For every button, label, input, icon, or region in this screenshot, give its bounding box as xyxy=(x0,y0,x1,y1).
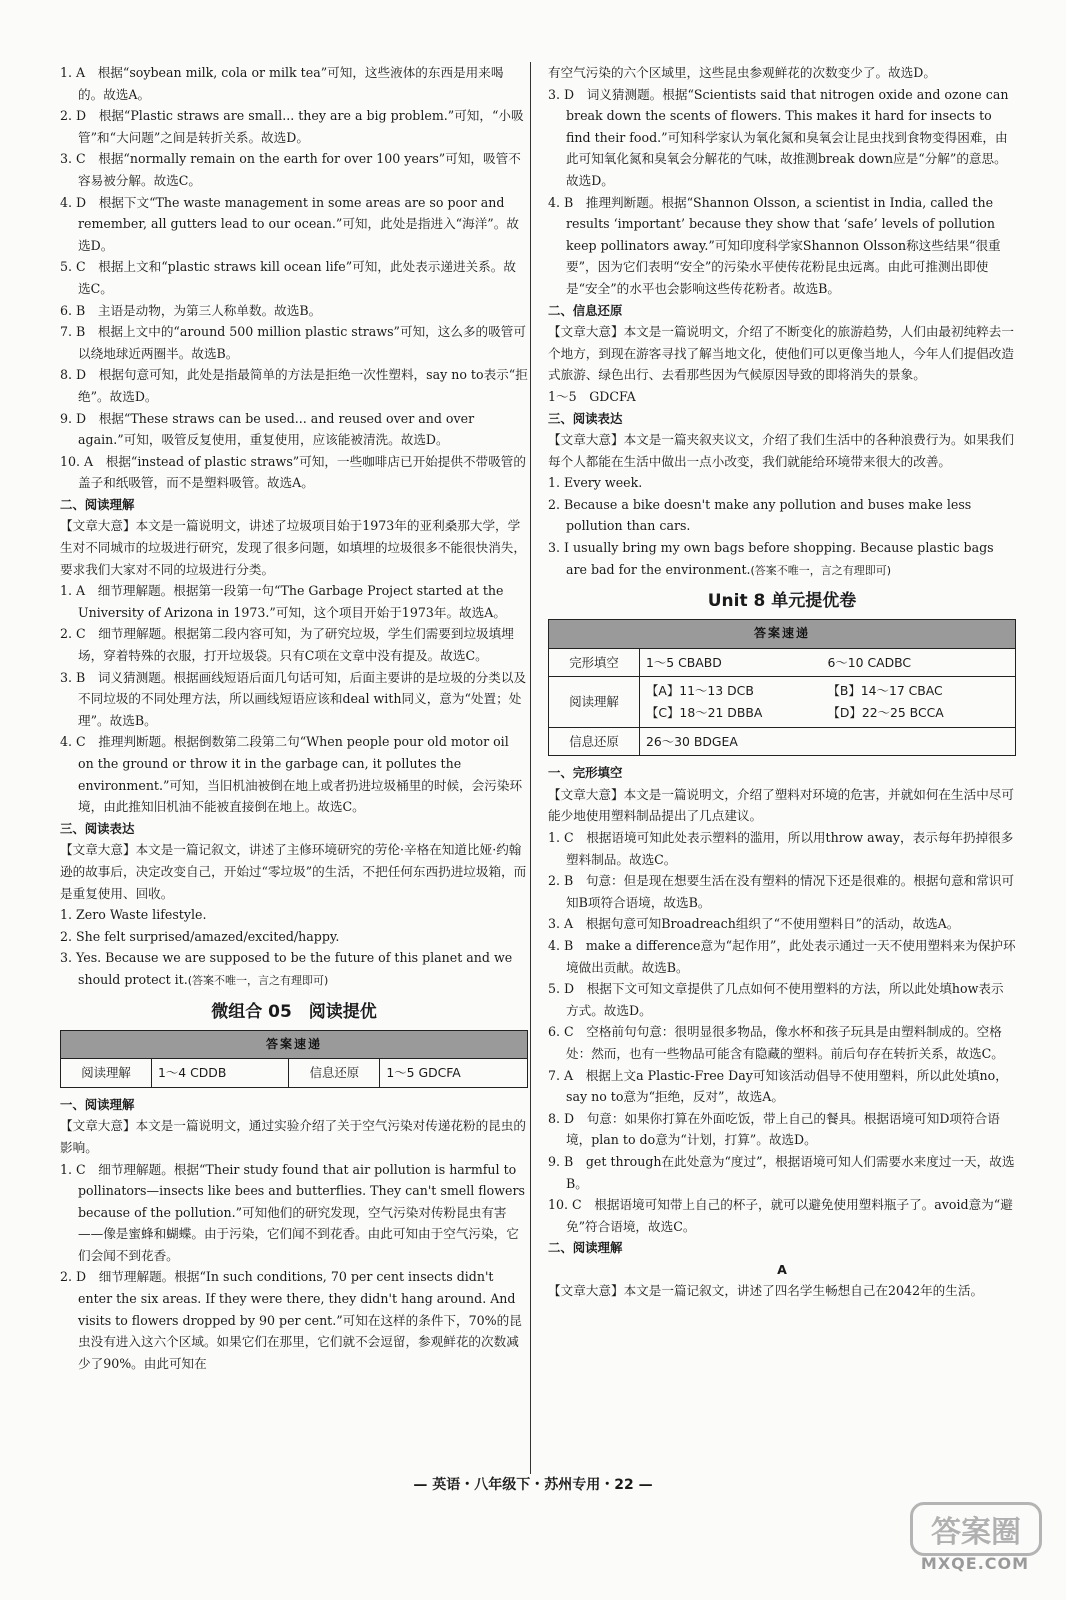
answer-table xyxy=(60,1030,528,1088)
watermark-site: MXQE.COM xyxy=(920,1554,1030,1573)
answer-line: 1～5 GDCFA xyxy=(548,388,636,404)
explanation-item: 4. C 推理判断题。根据倒数第二段第二句“When people pour old motor oil on the ground or throw it in the garbage can, it pollutes the environment.”可知，当旧机油被倒在地上或者扔进垃圾桶里的时候，会污染环境，由此推知旧机油不能被直接倒在地上。故选C。 xyxy=(60,734,523,815)
answer-table xyxy=(548,619,1016,756)
section-heading: 三、阅读表达 xyxy=(548,410,623,426)
explanation-item: 5. C 根据上文和“plastic straws kill ocean life”可知，此处表示递进关系。故选C。 xyxy=(60,259,516,296)
table-label: 信息还原 xyxy=(289,1059,380,1088)
table-value xyxy=(640,648,1016,677)
watermark-logo: 答案圈 xyxy=(910,1502,1042,1556)
section-heading: 二、信息还原 xyxy=(548,302,623,318)
explanation-item: 1. A 细节理解题。根据第一段第一句“The Garbage Project started at the University of Arizona in 1973.”可知，这个项目开始于1973年。故选A。 xyxy=(60,583,506,620)
explanation-item: 9. B get through在此处意为“度过”，根据语境可知人们需要水来度过一天，故选B。 xyxy=(548,1153,1015,1191)
explanation-item: 3. D 词义猜测题。根据“Scientists said that nitrogen oxide and ozone can break down the scents of flowers. This makes it hard for insects to find their food.”可知科学家认为氧化氮和臭氧会让昆虫找到食物变得困难，由此可知氧化氮和臭氧会分解花的气味，故推测break down应是“分解”的意思。故选D。 xyxy=(548,86,1009,188)
watermark xyxy=(900,1498,1050,1594)
explanation-item: 10. A 根据“instead of plastic straws”可知，一些咖啡店已开始提供不带吸管的盖子和纸吸管，而不是塑料吸管。故选A。 xyxy=(60,453,526,491)
main-idea: 【文章大意】本文是一篇说明文，介绍了不断变化的旅游趋势，人们由最初纯粹去一个地方，到现在游客寻找了解当地文化，使他们可以更像当地人，今年人们提倡改造式旅游、绿色出行、去看那些因为气候原因导致的即将消失的景象。 xyxy=(548,324,1014,383)
explanation-item: 1. C 细节理解题。根据“Their study found that air pollution is harmful to pollinators—insects like bees and butterflies. They can't smell flowers because of the pollution.”可知他们的研究发现，空气污染对传粉昆虫有害——像是蜜蜂和蝴蝶。由于污染，它们闻不到花香。由此可知由于空气污染，它们会闻不到花香。 xyxy=(60,1161,525,1263)
explanation-item: 8. D 根据句意可知，此处是指最简单的方法是拒绝一次性塑料，say no to表示“拒绝”。故选D。 xyxy=(60,367,528,404)
explanation-item: 8. D 句意：如果你打算在外面吃饭，带上自己的餐具。根据语境可知D项符合语境，plan to do意为“计划，打算”。故选D。 xyxy=(548,1110,1000,1148)
explanation-item: 2. C 细节理解题。根据第二段内容可知，为了研究垃圾，学生们需要到垃圾填埋场，穿着特殊的衣服，打开垃圾袋。只有C项在文章中没有提及。故选C。 xyxy=(60,626,514,664)
answer-item xyxy=(60,947,528,991)
answer-item: 2. Because a bike doesn't make any pollution and buses make less pollution than cars. xyxy=(548,496,972,534)
table-value-c: 【C】18～21 DBBA xyxy=(646,705,763,721)
explanation-item: 10. C 根据语境可知带上自己的杯子，就可以避免使用塑料瓶子了。avoid意为“避免”符合语境，故选C。 xyxy=(548,1197,1013,1234)
table-label: 信息还原 xyxy=(549,727,640,756)
explanation-item: 2. D 根据“Plastic straws are small... they are a big problem.”可知，“小吸管”和“大问题”之间是转折关系。故选D。 xyxy=(60,108,524,145)
table-value-b: 6～10 CADBC xyxy=(827,654,912,670)
main-idea: 【文章大意】本文是一篇记叙文，讲述了主修环境研究的劳伦·辛格在知道比娅·约翰逊的故事后，决定改变自己，开始过“零垃圾”的生活，不把任何东西扔进垃圾箱，而是重复使用、回收。 xyxy=(60,842,527,901)
main-idea: 【文章大意】本文是一篇说明文，讲述了垃圾项目始于1973年的亚利桑那大学，学生对不同城市的垃圾进行研究，发现了很多问题，如填埋的垃圾很多不能很快消失，要求我们大家对不同的垃圾进行分类。 xyxy=(60,518,526,577)
unit-title: Unit 8 单元提优卷 xyxy=(707,591,857,612)
explanation-item: 2. D 细节理解题。根据“In such conditions, 70 per cent insects didn't enter the six areas. If they were there, they didn't hang around. And visits to flowers dropped by 90 per cent.”可知在这样的条件下，70%的昆虫没有进入这六个区域。如果它们在那里，它们就不会逗留，参观鲜花的次数减少了90%。由此可知在 xyxy=(60,1269,522,1371)
explanation-item: 7. B 根据上文中的“around 500 million plastic straws”可知，这么多的吸管可以绕地球近两圈半。故选B。 xyxy=(60,324,526,361)
answer-item: 1. Every week. xyxy=(548,475,643,491)
explanation-item: 6. B 主语是动物，为第三人称单数。故选B。 xyxy=(60,302,322,318)
cloze-explanations xyxy=(60,62,528,494)
section-heading: 二、阅读理解 xyxy=(60,496,135,512)
table-value-b: 【B】14～17 CBAC xyxy=(827,683,943,699)
left-column xyxy=(60,62,528,1374)
main-idea: 【文章大意】本文是一篇说明文，介绍了塑料对环境的危害，并就如何在生活中尽可能少地使用塑料制品提出了几点建议。 xyxy=(548,786,1014,824)
explanation-item: 3. A 根据句意可知Broadreach组织了“不使用塑料日”的活动，故选A。 xyxy=(548,916,960,932)
answer-item: 1. Zero Waste lifestyle. xyxy=(60,907,207,923)
table-value-d: 【D】22～25 BCCA xyxy=(827,705,944,721)
main-idea: 【文章大意】本文是一篇夹叙夹议文，介绍了我们生活中的各种浪费行为。如果我们每个人都能在生活中做出一点小改变，我们就能给环境带来很大的改善。 xyxy=(548,432,1014,469)
page-footer: — 英语・八年级下・苏州专用・22 — xyxy=(413,1477,653,1493)
explanation-item: 2. B 句意：但是现在想要生活在没有塑料的情况下还是很难的。根据句意和常识可知B项符合语境，故选B。 xyxy=(548,873,1015,910)
answer-text: 3. Yes. Because we are supposed to be the future of this planet and we should protect it. xyxy=(60,950,513,987)
explanation-continuation: 有空气污染的六个区域里，这些昆虫参观鲜花的次数变少了。故选D。 xyxy=(548,65,936,80)
answer-item xyxy=(548,537,1016,581)
main-idea: 【文章大意】本文是一篇记叙文，讲述了四名学生畅想自己在2042年的生活。 xyxy=(548,1283,984,1299)
group-title: 微组合 05 阅读提优 xyxy=(211,1001,377,1022)
explanation-item: 4. B 推理判断题。根据“Shannon Olsson, a scientist in India, called the results ‘important’ because they show that ‘safe’ levels of pollution keep pollinators away.”可知印度科学家Shannon Olsson称这些结果“很重要”，因为它们表明“安全”的污染水平使传花粉昆虫远离。由此可推测出即使是“安全”的水平也会影响这些传花粉者。故选B。 xyxy=(548,194,1001,296)
answer-table-header: 答案速递 xyxy=(549,620,1016,649)
explanation-item: 5. D 根据下文可知文章提供了几点如何不使用塑料的方法，所以此处填how表示方式。故选D。 xyxy=(548,981,1004,1018)
table-value: 1～5 GDCFA xyxy=(380,1059,528,1088)
main-idea: 【文章大意】本文是一篇说明文，通过实验介绍了关于空气污染对传递花粉的昆虫的影响。 xyxy=(60,1118,526,1155)
explanation-item: 4. D 根据下文“The waste management in some areas are so poor and remember, all gutters lead to our ocean.”可知，此处是指进入“海洋”。故选D。 xyxy=(60,194,519,253)
table-label: 完形填空 xyxy=(549,648,640,677)
explanation-item: 3. C 根据“normally remain on the earth for over 100 years”可知，吸管不容易被分解。故选C。 xyxy=(60,151,521,188)
right-column xyxy=(548,62,1016,1302)
table-value: 1～4 CDDB xyxy=(152,1059,289,1088)
explanation-item: 7. A 根据上文a Plastic-Free Day可知该活动倡导不使用塑料，所以此处填no，say no to意为“拒绝，反对”，故选A。 xyxy=(548,1067,1008,1105)
table-label: 阅读理解 xyxy=(61,1059,152,1088)
explanation-item: 4. B make a difference意为“起作用”，此处表示通过一天不使用塑料来为保护环境做出贡献。故选B。 xyxy=(548,937,1016,975)
answer-text: 3. I usually bring my own bags before shopping. Because plastic bags are bad for the environment. xyxy=(548,540,994,577)
passage-letter: A xyxy=(777,1261,787,1277)
table-value xyxy=(640,677,1016,727)
answer-item: 2. She felt surprised/amazed/excited/happy. xyxy=(60,928,340,944)
explanation-item: 1. C 根据语境可知此处表示塑料的滥用，所以用throw away，表示每年扔掉很多塑料制品。故选C。 xyxy=(548,830,1014,867)
section-heading: 三、阅读表达 xyxy=(60,820,135,836)
section-heading: 二、阅读理解 xyxy=(548,1240,623,1256)
table-label: 阅读理解 xyxy=(549,677,640,727)
explanation-item: 9. D 根据“These straws can be used... and reused over and over again.”可知，吸管反复使用，重复使用，应该能被清洗。故选D。 xyxy=(60,410,475,448)
section-heading: 一、完形填空 xyxy=(548,765,623,781)
table-value-a: 1～5 CBABD xyxy=(646,654,722,670)
table-value: 26～30 BDGEA xyxy=(640,727,1016,756)
table-value-a: 【A】11～13 DCB xyxy=(646,683,754,699)
answer-table-header: 答案速递 xyxy=(61,1030,528,1059)
explanation-item: 6. C 空格前句句意：很明显很多物品，像水杯和孩子玩具是由塑料制成的。空格处：然而，也有一些物品可能含有隐藏的塑料。前后句存在转折关系，故选C。 xyxy=(548,1024,1004,1061)
answer-note: (答案不唯一，言之有理即可) xyxy=(750,563,892,577)
column-divider xyxy=(530,62,531,1474)
explanation-item: 1. A 根据“soybean milk, cola or milk tea”可知，这些液体的东西是用来喝的。故选A。 xyxy=(60,65,504,102)
answer-note: (答案不唯一，言之有理即可) xyxy=(187,973,329,987)
explanation-item: 3. B 词义猜测题。根据画线短语后面几句话可知，后面主要讲的是垃圾的分类以及不同垃圾的不同处理方法，所以画线短语应该和deal with同义，意为“处置；处理”。故选B。 xyxy=(60,669,527,728)
section-heading: 一、阅读理解 xyxy=(60,1096,135,1112)
